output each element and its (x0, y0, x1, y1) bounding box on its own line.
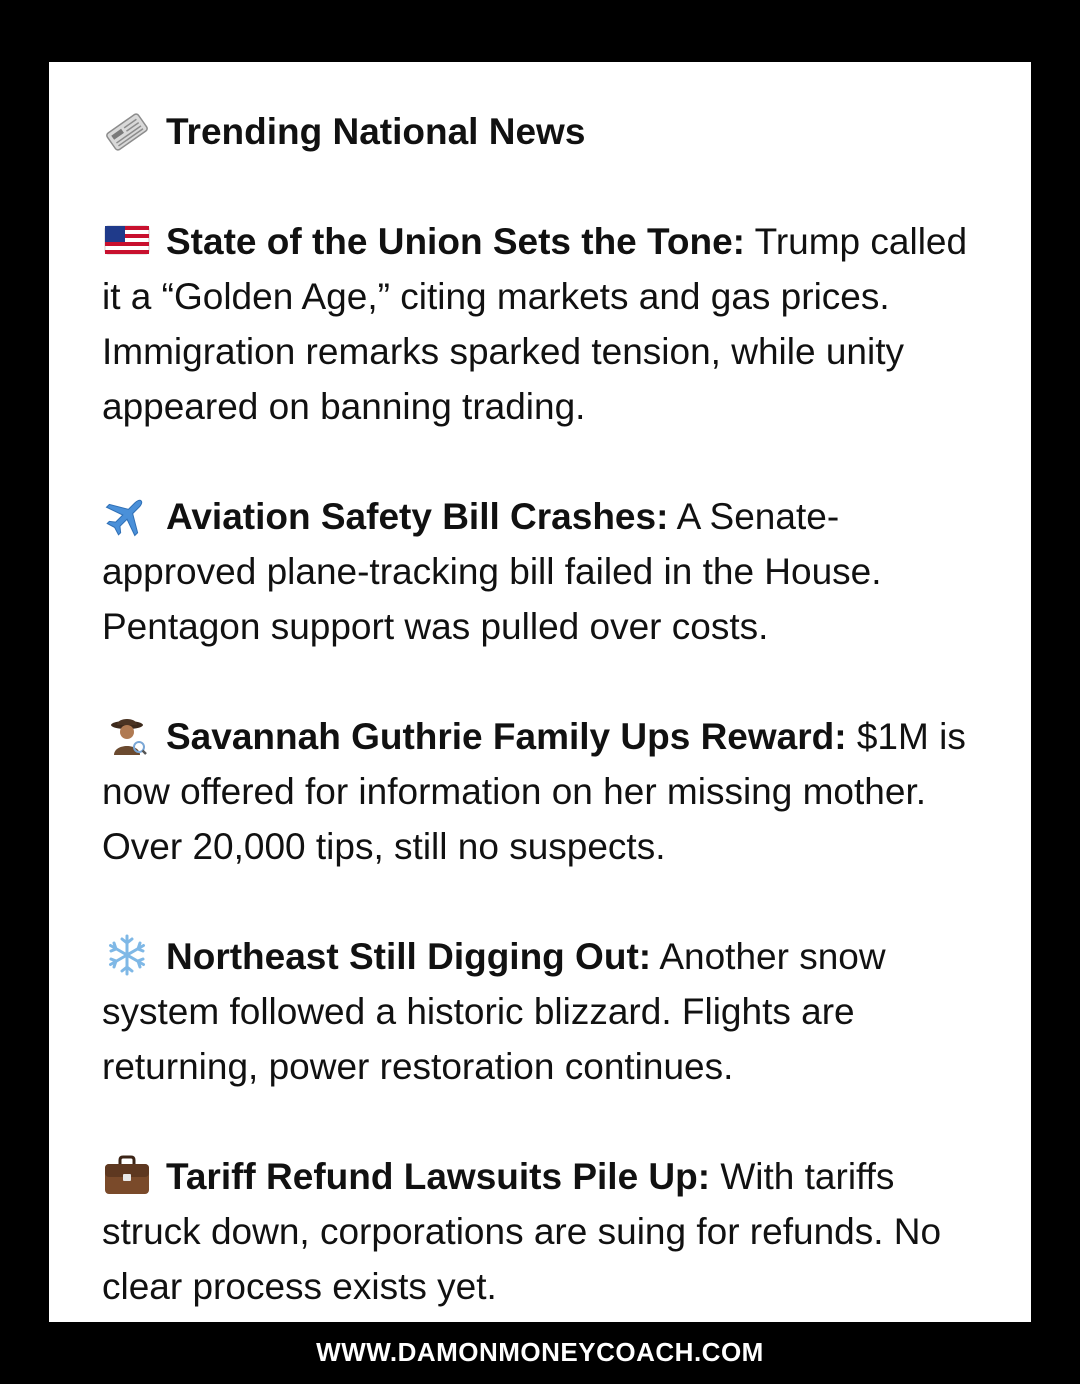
news-item-reward (102, 709, 982, 874)
news-item-tariff (102, 1149, 982, 1314)
news-body: Trump called it a “Golden Age,” citing markets and gas prices. Immigration remarks sparked tension, while unity appeared on banning trading. (102, 221, 968, 427)
news-headline: Savannah Guthrie Family Ups Reward: (166, 716, 847, 757)
news-headline: State of the Union Sets the Tone: (166, 221, 745, 262)
page-title-text: Trending National News (166, 111, 586, 152)
news-body: A Senate-approved plane-tracking bill failed in the House. Pentagon support was pulled over costs. (102, 496, 882, 647)
us-flag-icon (102, 218, 152, 262)
briefcase-icon (102, 1153, 152, 1197)
news-content (102, 104, 982, 1314)
news-item-state-of-union (102, 214, 982, 434)
page-title (102, 104, 982, 159)
newspaper-icon (102, 110, 152, 154)
footer-url: WWW.DAMONMONEYCOACH.COM (316, 1337, 764, 1367)
news-headline: Tariff Refund Lawsuits Pile Up: (166, 1156, 711, 1197)
news-item-aviation (102, 489, 982, 654)
news-headline: Aviation Safety Bill Crashes: (166, 496, 669, 537)
news-body: Another snow system followed a historic blizzard. Flights are returning, power restoration continues. (102, 936, 886, 1087)
news-body: $1M is now offered for information on her missing mother. Over 20,000 tips, still no suspects. (102, 716, 966, 867)
detective-icon (102, 713, 152, 757)
news-item-snow (102, 929, 982, 1094)
snowflake-icon (102, 933, 152, 977)
news-card (49, 62, 1031, 1322)
airplane-icon (102, 493, 152, 537)
news-headline: Northeast Still Digging Out: (166, 936, 652, 977)
news-body: With tariffs struck down, corporations are suing for refunds. No clear process exists yet. (102, 1156, 942, 1307)
